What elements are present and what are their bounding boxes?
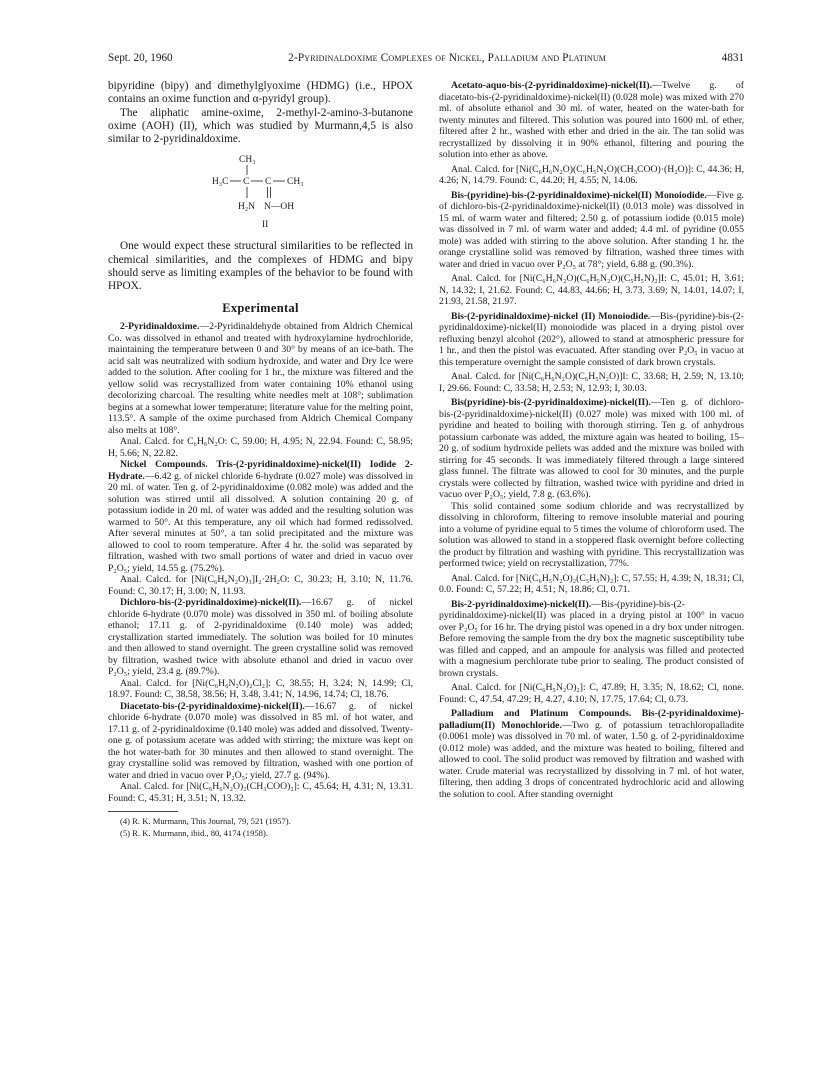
struct-c-oxime: C [265, 177, 272, 188]
acetato-aquo-text: —Twelve g. of diacetato-bis-(2-pyridinaldoxime)-nickel(II) (0.028 mole) was mixed with 270 ml. of absolute ethanol and 30 ml. of water, heated on the water-bath for twenty minutes and filtered. This solution was poured into 1600 ml. of ether, filtered after 2 hr., washed with ether and dried in the air. The tan solid was recrystallized by dissolving it in 90% ethanol, filtering and pouring the solution into ether as above. [439, 80, 744, 160]
struct-c-quaternary: C [243, 177, 250, 188]
bispyridine-text: —Ten g. of dichloro-bis-(2-pyridinaldoxime)-nickel(II) (0.027 mole) was mixed with 100 ml. of pyridine and heated to boiling with thorough stirring. Ten g. of anhydrous potassium carbonate was added, the mixture again was heated to boiling, 15–20 g. of sodium hydroxide pellets was added and the mixture was boiled with stirring for 45 seconds. It was immediately filtered through a large sintered glass funnel. The filtrate was allowed to cool for 30 minutes, and the purple crystals were collected by filtration, washed twice with pyridine and dried in vacuo over P₂O₅; yield, 7.8 g. (63.6%). [439, 397, 744, 500]
header-page-number: 4831 [721, 52, 744, 64]
left-column [108, 80, 413, 838]
bis-nickel-text: —Bis-(pyridine)-bis-(2-pyridinaldoxime)-nickel(II) was placed in a drying pistol at 100° in vacuo over P₂O₅ for 16 hr. The drying pistol was opened in a dry box under nitrogen. Before removing the sample from the dry box the magnetic susceptibility tube was filled and capped, and an ampoule for analysis was filled and protected with a magnesium perchlorate tube prior to sealing. The product consisted of brown crystals. [439, 598, 744, 679]
struct-ch3-right: CH₃ [287, 177, 304, 188]
bispyridine-recrystallization: This solid contained some sodium chloride and was recrystallized by dissolving in chloroform, filtering to remove insoluble material and pouring into a volume of pyridine equal to 5 times the volume of chloroform used. The solution was allowed to stand in a stoppered flask overnight before collecting the product by filtration and washing with pyridine. This recrystallization was performed twice; yield on recrystallization, 77%. [439, 500, 744, 569]
tris-iodide-paragraph [108, 459, 413, 574]
struct-h3c: H₃C [212, 177, 229, 188]
header-date: Sept. 20, 1960 [108, 52, 173, 64]
bis-nickel-paragraph [439, 599, 744, 680]
experimental-heading: Experimental [222, 300, 299, 315]
diacetato-text: —16.67 g. of nickel chloride 6-hydrate (0.070 mole) was dissolved in 85 ml. of hot water, and 17.11 g. of 2-pyridinaldoxime (0.140 mole) was added and dissolved. Twenty-one g. of potassium acetate was added with stirring; the mixture was kept on the hot water-bath for 30 minutes and then allowed to stand overnight. The gray crystalline solid was removed by filtration, washed with one portion of water and dried in vacuo over P₂O₅; yield, 27.7 g. (94%). [108, 700, 413, 781]
monoiodide-text: —Bis-(pyridine)-bis-(2-pyridinaldoxime)-nickel(II) monoiodide was placed in a drying pistol over refluxing benzyl alcohol (202°), allowed to stand at atmospheric pressure for 1 hr., and then the pistol was evacuated. After standing over P₂O₅ in vacuo at this temperature overnight the sample consisted of dark brown crystals. [439, 310, 744, 368]
monoiodide-paragraph [439, 311, 744, 369]
right-column [439, 80, 744, 800]
bis-nickel-analysis: Anal. Calcd. for [Ni(C₆H₅N₂O)₂]: C, 47.89; H, 3.35; N, 18.62; Cl, none. Found: C, 47.54, 47.29; H, 4.27, 4.10; N, 17.75, 17.64; Cl, 0.73. [439, 682, 744, 705]
diacetato-title: Diacetato-bis-(2-pyridinaldoxime)-nickel(II). [120, 700, 305, 712]
palladium-title: Palladium and Platinum Compounds. Bis-(2-pyridinaldoxime)-palladium(II) Monochloride. [439, 708, 744, 731]
bispyridine-title: Bis(pyridine)-bis-(2-pyridinaldoxime)-nickel(II). [451, 397, 651, 408]
struct-n-oh: N—OH [264, 202, 295, 213]
bis-nickel-title: Bis-2-pyridinaldoxime)-nickel(II). [451, 598, 592, 610]
diacetato-paragraph [108, 701, 413, 782]
struct-roman-numeral: II [262, 220, 269, 231]
acetato-aquo-title: Acetato-aquo-bis-(2-pyridinaldoxime)-nickel(II). [451, 80, 653, 91]
tris-iodide-text: —6.42 g. of nickel chloride 6-hydrate (0.027 mole) was dissolved in 20 ml. of water. Ten g. of 2-pyridinaldoxime (0.082 mole) was added and the solution was stirred until all dissolved. A solution containing 20 g. of potassium iodide in 20 ml. of water was added and the resulting solution was warmed to 50°. At this temperature, any oil which had formed redissolved. After several minutes at 50°, a tan solid precipitated and the mixture was allowed to cool to room temperature. After 4 hr. the solid was separated by filtration, washed with two small portions of water and dried in vacuo over P₂O₅; yield, 14.55 g. (75.2%). [108, 470, 413, 574]
pyridinaldoxime-paragraph [108, 321, 413, 436]
acetato-aquo-analysis: Anal. Calcd. for [Ni(C₆H₆N₂O)(C₆H₅N₂O)(CH₃COO)·(H₂O)]: C, 44.36; H, 4.26; N, 14.79. Found: C, 44.20; H, 4.55; N, 14.06. [439, 163, 744, 186]
dichloro-title: Dichloro-bis-(2-pyridinaldoxime)-nickel(II). [120, 597, 302, 609]
monoiodide-title: Bis-(2-pyridinaldoxime)-nickel (II) Monoiodide. [451, 310, 651, 322]
intro-continued: bipyridine (bipy) and dimethylglyoxime (HDMG) (i.e., HPOX contains an oxime function and α-pyridyl group). [108, 80, 413, 106]
running-header [108, 52, 744, 68]
dichloro-text: —16.67 g. of nickel chloride 6-hydrate (0.070 mole) was dissolved in 350 ml. of boiling absolute ethanol; 17.11 g. of 2-pyridinaldoxime (0.140 mole) was added; crystallization started immediately. The solution was boiled for 10 minutes and then allowed to stand overnight. The green crystalline solid was removed by filtration, washed twice with absolute ethanol and dried in vacuo over P₂O₅; yield, 23.4 g. (89.7%). [108, 597, 413, 678]
tris-iodide-title: Nickel Compounds. Tris-(2-pyridinaldoxime)-nickel(II) Iodide 2-Hydrate. [108, 459, 413, 482]
footnote-5: (5) R. K. Murmann, ibid., 80, 4174 (1958). [120, 827, 268, 838]
aoh-paragraph: The aliphatic amine-oxime, 2-methyl-2-amino-3-butanone oxime (AOH) (II), which was studied by Murmann,4,5 is also similar to 2-pyridinaldoxime. [108, 106, 413, 146]
pyridinaldoxime-analysis: Anal. Calcd. for C₆H₆N₂O: C, 59.00; H, 4.95; N, 22.94. Found: C, 58.95; H, 5.66; N, 22.82. [108, 436, 413, 459]
bispyridine-analysis: Anal. Calcd. for [Ni(C₆H₅N₂O)₂(C₅H₅N)₂]: C, 57.55; H, 4.39; N, 18.31; Cl, 0.0. Found: C, 57.22; H, 4.51; N, 18.86; Cl, 0.71. [439, 572, 744, 595]
footnote-4: (4) R. K. Murmann, This Journal, 79, 521 (1957). [120, 816, 291, 827]
bispyridine-iodide-paragraph [439, 190, 744, 271]
footnote-rule [108, 811, 178, 812]
tris-iodide-analysis: Anal. Calcd. for [Ni(C₆H₆N₂O)₃]I₂·2H₂O: C, 30.23; H, 3.10; N, 11.76. Found: C, 30.17; H, 3.00; N, 11.93. [108, 574, 413, 597]
pyridinaldoxime-title: 2-Pyridinaldoxime. [120, 321, 200, 333]
dichloro-analysis: Anal. Calcd. for [Ni(C₆H₆N₂O)₂Cl₂]: C, 38.55; H, 3.24; N, 14.99; Cl, 18.97. Found: C, 38.58, 38.56; H, 3.48, 3.41; N, 14.96, 14.74; Cl, 18.76. [108, 677, 413, 701]
diacetato-analysis: Anal. Calcd. for [Ni(C₆H₆N₂O)₂(CH₃COO)₂]: C, 45.64; H, 4.31; N, 13.31. Found: C, 45.31; H, 3.51; N, 13.32. [108, 781, 413, 804]
bispyridine-iodide-title: Bis-(pyridine)-bis-(2-pyridinaldoxime)-nickel(II) Monoiodide. [451, 189, 707, 201]
palladium-paragraph [439, 708, 744, 800]
bispyridine-iodide-text: —Five g. of dichloro-bis-(2-pyridinaldoxime)-nickel(II) (0.013 mole) was dissolved in 15 ml. of warm water and filtered; 2.50 g. of potassium iodide (0.015 mole) was dissolved in 7 ml. of warm water and added; 4.4 ml. of pyridine (0.055 mole) was added with stirring to the above solution. After standing 1 hr. the orange crystalline solid was removed by filtration, washed three times with water and dried in vacuo over P₂O₅ at 78°; yield, 6.88 g. (90.3%). [439, 189, 744, 270]
similarity-paragraph: One would expect these structural similarities to be reflected in chemical similarities, and the complexes of HDMG and bipy should serve as limiting examples of the behavior to be found with HPOX. [108, 240, 413, 293]
dichloro-paragraph [108, 597, 413, 678]
pyridinaldoxime-text: —2-Pyridinaldehyde obtained from Aldrich Chemical Co. was dissolved in ethanol and treated with hydroxylamine hydrochloride, maintaining the temperature between 0 and 30° by means of an ice-bath. The acid salt was neutralized with sodium hydroxide, and water and Dry Ice were added to the solution. After cooling for 1 hr., the mixture was filtered and the yellow solid was recrystallized from water containing 10% ethanol using decolorizing charcoal. The resulting white needles melt at 108°; sublimation begins at a somewhat lower temperature; literature value for the melting point, 113.5°. A sample of the oxime purchased from Aldrich Chemical Company also melts at 108°. [108, 321, 413, 436]
palladium-text: —Two g. of potassium tetrachloropalladite (0.0061 mole) was dissolved in 70 ml. of water, 1.50 g. of 2-pyridinaldoxime (0.012 mole) was added, and the mixture was heated to boiling, filtered and allowed to cool. The solid product was removed by filtration and washed with water. Crude material was recrystallized by dissolving in 7 ml. of hot water, filtering, then adding 3 drops of concentrated hydrochloric acid and allowing the solution to cool. After standing overnight [439, 719, 745, 800]
struct-ch3-top: CH₃ [239, 155, 256, 166]
bispyridine-iodide-analysis: Anal. Calcd. for [Ni(C₆H₆N₂O)(C₆H₅N₂O)(C₅H₅N)₂]I: C, 45.01; H, 3.61; N, 14.32; I, 21.62. Found: C, 44.83, 44.66; H, 3.73, 3.69; N, 14.01, 14.07; I, 21.93, 21.58, 21.97. [439, 273, 744, 307]
acetato-aquo-paragraph [439, 80, 744, 161]
struct-h2n: H₂N [238, 202, 256, 213]
bispyridine-paragraph [439, 397, 744, 501]
monoiodide-analysis: Anal. Calcd. for [Ni(C₆H₆N₂O)(C₆H₅N₂O)]I: C, 33.68; H, 2.59; N, 13.10; I, 29.66. Found: C, 33.58; H, 2.53; N, 12.93; I, 30.03. [439, 371, 744, 394]
header-running-title: 2-Pyridinaldoxime Complexes of Nickel, Palladium and Platinum [288, 52, 607, 64]
aoh-structure-figure [108, 150, 413, 236]
